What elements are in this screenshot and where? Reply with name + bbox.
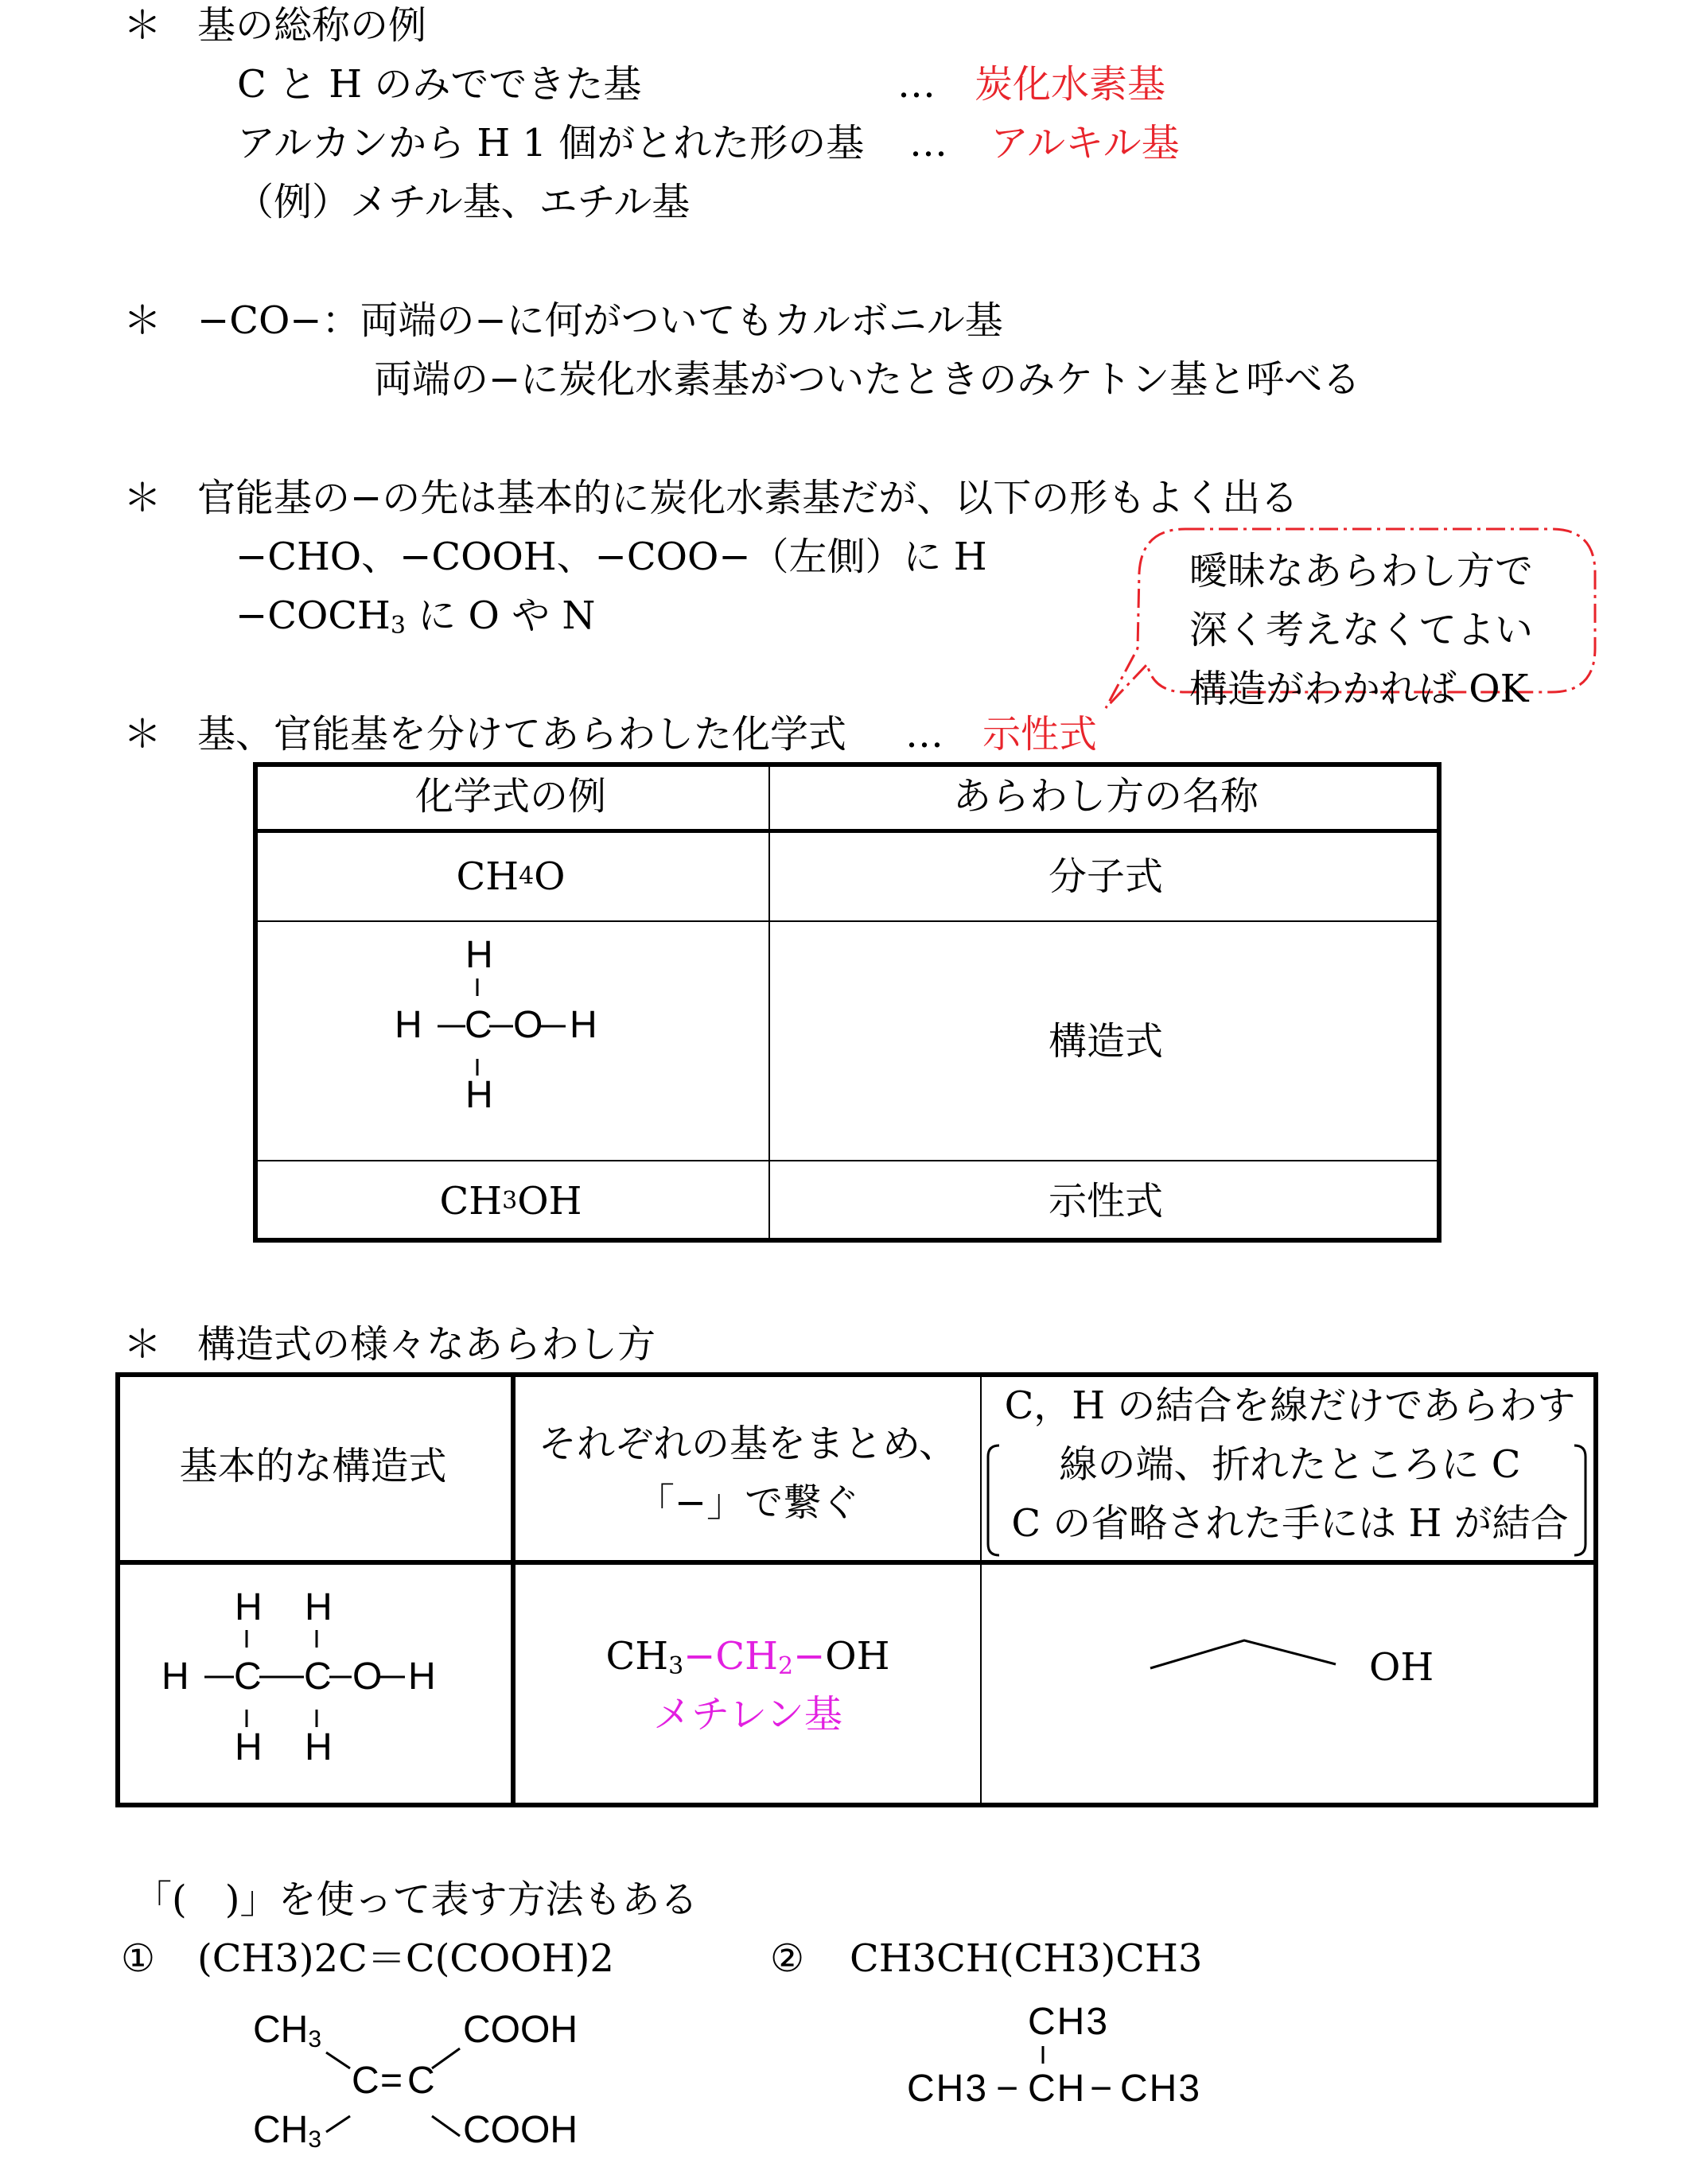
d1-c-left: C bbox=[352, 2060, 379, 2102]
ethanol-structural-formula bbox=[115, 1565, 511, 1807]
header-skeletal-line-1: C，H の結合を線だけであらわす bbox=[1004, 1383, 1576, 1428]
d1-ch3-bottom-sub: 3 bbox=[308, 2126, 322, 2153]
bullet-4: ＊ bbox=[123, 712, 162, 757]
ellipsis-3: … bbox=[905, 712, 943, 757]
rational-formula: CH 3 OH bbox=[253, 1161, 768, 1241]
cond-ch3: CH bbox=[605, 1634, 669, 1679]
d1-c-right: C bbox=[407, 2060, 435, 2102]
header-notation-name: あらわし方の名称 bbox=[952, 774, 1259, 819]
atom-o: O bbox=[513, 1004, 543, 1046]
atom-h-top: H bbox=[465, 934, 493, 976]
bullet-1: ＊ bbox=[123, 3, 162, 48]
notation-table bbox=[115, 1372, 1598, 1807]
example-1-number: ① bbox=[121, 1936, 156, 1981]
name-structural-formula: 構造式 bbox=[1048, 1018, 1163, 1064]
cond-sub-3: 3 bbox=[668, 1652, 684, 1680]
bullet-2: ＊ bbox=[123, 298, 162, 343]
d1-cooh-bottom: COOH bbox=[463, 2109, 578, 2151]
e-atom-o: O bbox=[352, 1655, 383, 1698]
mf-a: CH bbox=[456, 854, 519, 899]
d1-ch3-bottom bbox=[253, 2107, 321, 2154]
cond-dash: − bbox=[793, 1634, 826, 1679]
atom-h-left: H bbox=[395, 1004, 422, 1046]
functional-group-note: 官能基の−の先は基本的に炭化水素基だが、以下の形もよく出る bbox=[197, 476, 1299, 520]
skeletal-bonds bbox=[982, 1565, 1598, 1807]
cond-ch2: −CH bbox=[683, 1634, 778, 1679]
cond-oh: OH bbox=[825, 1634, 890, 1679]
mf-b: O bbox=[534, 854, 566, 899]
d2-ch3-left: CH3 bbox=[907, 2068, 989, 2110]
e-atom-c-1: C bbox=[234, 1655, 262, 1698]
d1-double-bond: = bbox=[380, 2060, 403, 2102]
header-condensed-line-2: 「−」で繋ぐ bbox=[636, 1480, 860, 1525]
callout-line-3: 構造がわかれば OK bbox=[1189, 667, 1529, 711]
name-molecular-formula: 分子式 bbox=[1048, 854, 1163, 899]
callout-line-2: 深く考えなくてよい bbox=[1189, 608, 1534, 652]
parentheses-intro: 「( )」を使って表す方法もある bbox=[134, 1877, 698, 1922]
header-basic-structural: 基本的な構造式 bbox=[179, 1444, 447, 1488]
bullet-5: ＊ bbox=[123, 1322, 162, 1367]
ethanol-condensed-formula bbox=[516, 1565, 980, 1807]
e-atom-h-left: H bbox=[161, 1655, 189, 1698]
cond-sub-2: 2 bbox=[777, 1652, 794, 1680]
e-atom-h-bottom-2: H bbox=[305, 1726, 333, 1768]
molecular-formula: CH 4 O bbox=[253, 833, 768, 920]
coch3-text: −COCH bbox=[235, 593, 391, 638]
diagram-2 bbox=[899, 1989, 1233, 2116]
term-hydrocarbon-group: 炭化水素基 bbox=[975, 62, 1166, 107]
d1-ch3-bottom-text: CH bbox=[253, 2109, 309, 2151]
rf-a: CH bbox=[439, 1179, 503, 1224]
e-atom-h-top-2: H bbox=[305, 1586, 333, 1628]
d1-ch3-top-text: CH bbox=[253, 2009, 309, 2051]
functional-forms-line: −CHO、−COOH、−COO−（左側）に H bbox=[235, 535, 987, 579]
d2-ch-center: CH bbox=[1028, 2068, 1087, 2110]
d2-bond-left: − bbox=[996, 2068, 1019, 2110]
methylene-label: メチレン基 bbox=[653, 1692, 842, 1737]
atom-c: C bbox=[465, 1004, 492, 1046]
ellipsis-2: … bbox=[909, 121, 947, 165]
section-heading-1: 基の総称の例 bbox=[197, 3, 427, 48]
notation-variants-heading: 構造式の様々なあらわし方 bbox=[197, 1322, 656, 1367]
coch3-suffix: に O や N bbox=[405, 593, 596, 638]
atom-h-bottom: H bbox=[465, 1074, 493, 1116]
alkyl-definition: アルカンから H 1 個がとれた形の基 bbox=[237, 121, 865, 165]
d1-cooh-top: COOH bbox=[463, 2009, 578, 2051]
carbonyl-note: −CO−：両端の−に何がついてもカルボニル基 bbox=[197, 298, 1003, 343]
ellipsis-1: … bbox=[897, 62, 936, 107]
methanol-structural-formula bbox=[253, 922, 768, 1160]
e-atom-h-top-1: H bbox=[235, 1586, 263, 1628]
example-groups: （例）メチル基、エチル基 bbox=[235, 180, 691, 224]
term-rational-formula: 示性式 bbox=[982, 712, 1098, 757]
example-2-number: ② bbox=[770, 1936, 805, 1981]
header-skeletal-line-2: 線の端、折れたところに C bbox=[1059, 1442, 1521, 1487]
header-condensed-line-1: それぞれの基をまとめ、 bbox=[538, 1422, 958, 1466]
condensed-formula-line bbox=[516, 1632, 980, 1680]
header-skeletal bbox=[982, 1372, 1598, 1560]
header-condensed bbox=[516, 1372, 980, 1560]
coch3-subscript: 3 bbox=[390, 612, 406, 640]
ethanol-skeletal-formula bbox=[982, 1565, 1598, 1807]
header-formula-example: 化学式の例 bbox=[414, 774, 606, 819]
e-atom-c-2: C bbox=[304, 1655, 332, 1698]
rf-b: OH bbox=[517, 1179, 582, 1224]
bullet-3: ＊ bbox=[123, 476, 162, 520]
d2-ch3-top: CH3 bbox=[1028, 2001, 1110, 2043]
hydrocarbon-definition: C と H のみでできた基 bbox=[237, 62, 642, 107]
header-skeletal-line-3: C の省略された手には H が結合 bbox=[1011, 1501, 1569, 1546]
term-alkyl-group: アルキル基 bbox=[990, 121, 1180, 165]
ketone-note: 両端の−に炭化水素基がついたときのみケトン基と呼べる bbox=[374, 357, 1361, 402]
d1-ch3-top bbox=[253, 2006, 321, 2054]
name-rational-formula: 示性式 bbox=[1048, 1179, 1163, 1224]
d2-bond-right: − bbox=[1090, 2068, 1113, 2110]
formula-table bbox=[253, 762, 1441, 1243]
d1-ch3-top-sub: 3 bbox=[308, 2026, 322, 2052]
e-atom-h-bottom-1: H bbox=[235, 1726, 263, 1768]
callout-line-1: 曖昧なあらわし方で bbox=[1189, 549, 1534, 593]
skeletal-oh-label: OH bbox=[1369, 1645, 1434, 1690]
rational-formula-heading: 基、官能基を分けてあらわした化学式 bbox=[197, 712, 847, 757]
diagram-1 bbox=[239, 1989, 605, 2167]
d2-ch3-right: CH3 bbox=[1120, 2068, 1202, 2110]
example-2-formula: CH3CH(CH3)CH3 bbox=[850, 1936, 1203, 1981]
atom-h-right: H bbox=[570, 1004, 597, 1046]
methanol-bonds bbox=[253, 922, 768, 1160]
e-atom-h-right: H bbox=[408, 1655, 436, 1698]
coch3-line bbox=[235, 592, 595, 640]
example-1-formula: (CH3)2C＝C(COOH)2 bbox=[197, 1936, 614, 1981]
header-skeletal-brackets bbox=[982, 1372, 1598, 1560]
